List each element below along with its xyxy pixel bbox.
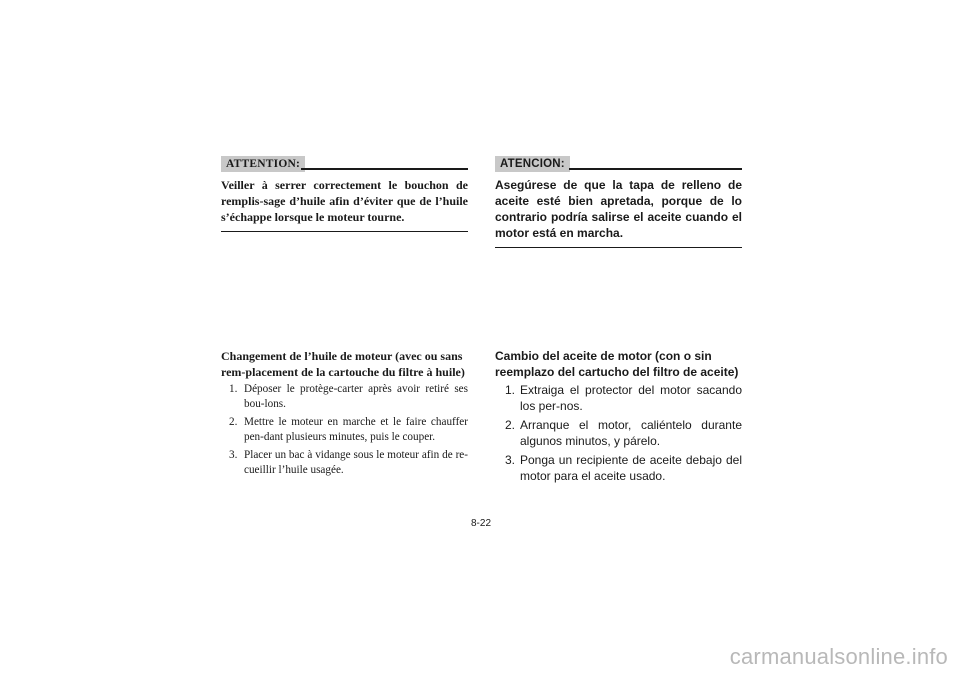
watermark: carmanualsonline.info — [729, 644, 948, 669]
spanish-caution-text: Asegúrese de que la tapa de relleno de aceite esté bien apretada, porque de lo contrario podría salirse el aceite cuando el motor está en marcha. — [495, 177, 742, 248]
spanish-caution-header — [495, 156, 742, 176]
spanish-caution-box — [495, 156, 742, 248]
spanish-step: 1. Extraiga el protector del motor sacando los per-nos. — [505, 383, 742, 413]
french-steps-list — [221, 382, 468, 478]
spanish-step: 2. Arranque el motor, caliéntelo durante algunos minutos, y párelo. — [505, 418, 742, 448]
spanish-step: 3. Ponga un recipiente de aceite debajo del motor para el aceite usado. — [505, 453, 742, 483]
spanish-section — [495, 348, 742, 487]
french-caution-text: Veiller à serrer correctement le bouchon de remplis-sage d’huile afin d’éviter que de l’huile s’échappe lorsque le moteur tourne. — [221, 177, 468, 232]
french-step: 3. Placer un bac à vidange sous le moteur afin de re-cueillir l’huile usagée. — [229, 449, 468, 476]
french-caution-rule — [301, 168, 468, 170]
french-caution-header — [221, 156, 468, 176]
spanish-caution-rule — [569, 168, 742, 170]
spanish-section-title: Cambio del aceite de motor (con o sin reemplazo del cartucho del filtro de aceite) — [495, 349, 739, 379]
french-step: 2. Mettre le moteur en marche et le faire chauffer pen-dant plusieurs minutes, puis le couper. — [229, 416, 468, 443]
spanish-caution-label: ATENCION: — [495, 156, 570, 172]
french-section-title: Changement de l’huile de moteur (avec ou sans rem-placement de la cartouche du filtre à huile) — [221, 349, 465, 379]
french-step: 1. Déposer le protège-carter après avoir retiré ses bou-lons. — [229, 383, 468, 410]
french-caution-box — [221, 156, 468, 232]
french-caution-label: ATTENTION: — [221, 156, 305, 172]
spanish-steps-list — [495, 382, 742, 484]
french-section — [221, 348, 468, 481]
page-number: 8-22 — [471, 518, 492, 529]
